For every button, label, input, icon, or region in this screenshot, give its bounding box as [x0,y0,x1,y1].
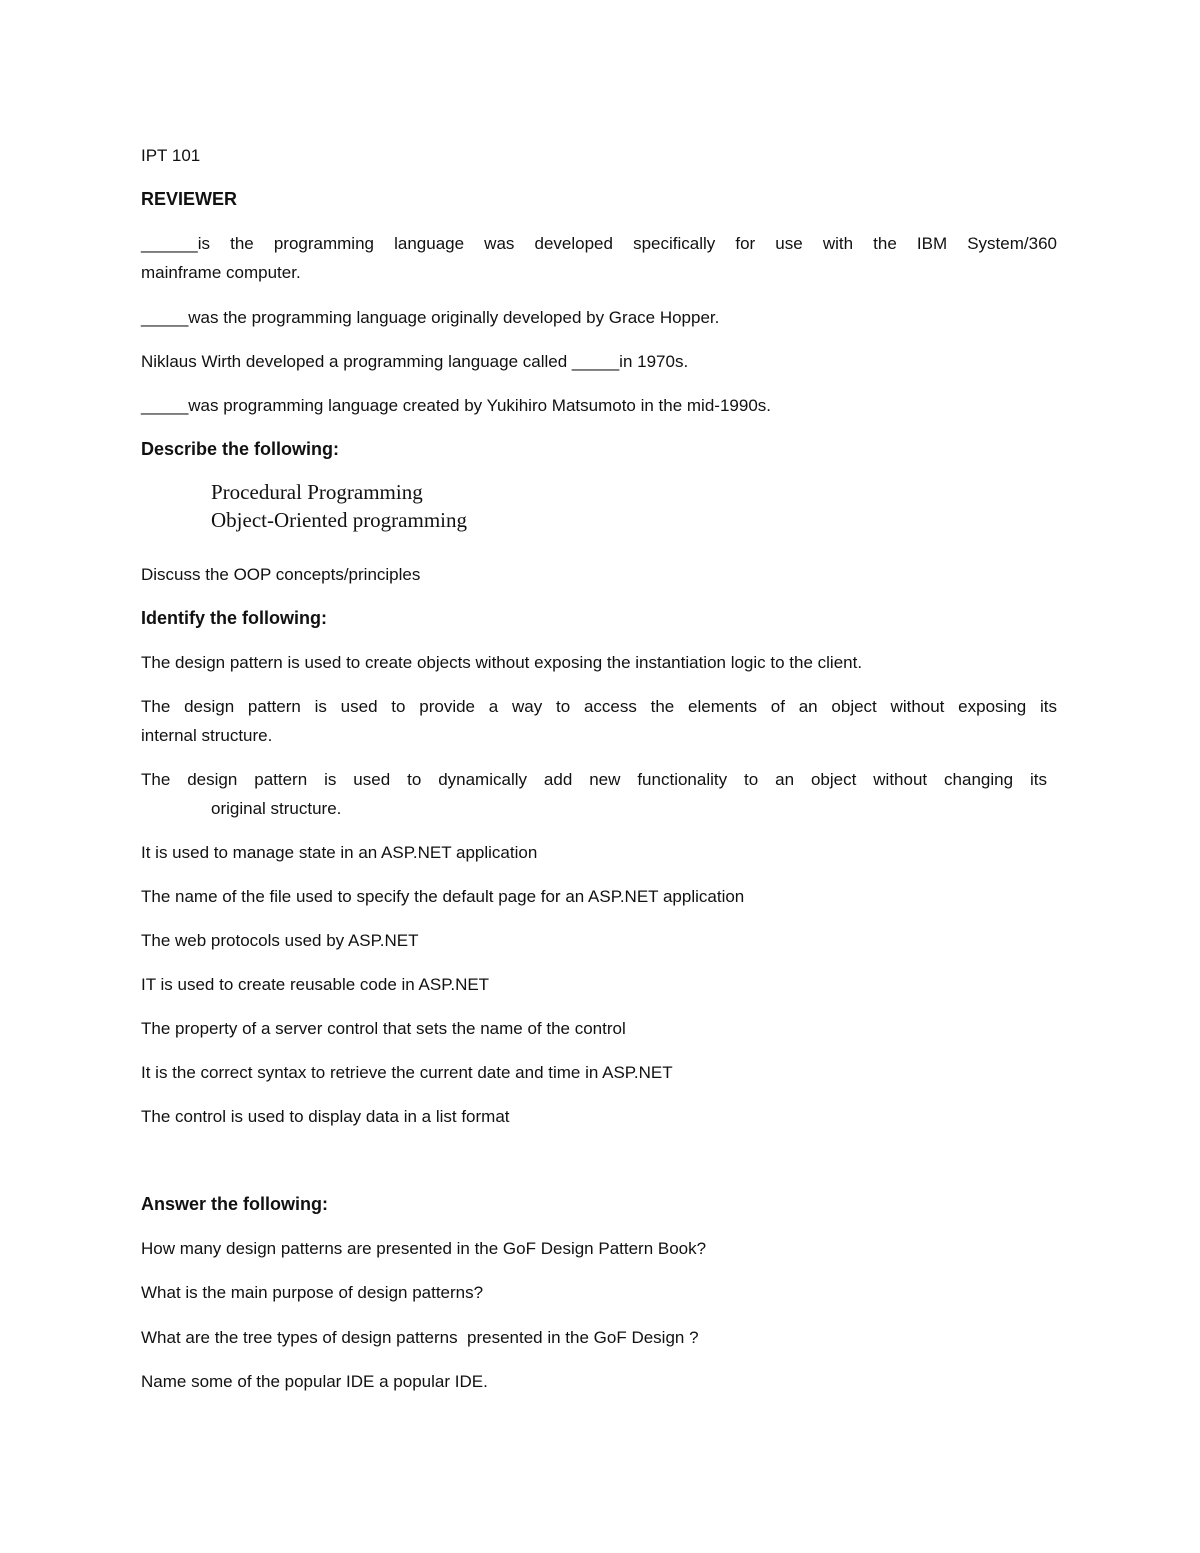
answer-item-1: How many design patterns are presented in the GoF Design Pattern Book? [141,1239,707,1258]
fill-in-question-1-line-1: ______is the programming language was developed specifically for use with the IBM System/360 [141,234,1057,253]
fill-in-question-4: _____was programming language created by Yukihiro Matsumoto in the mid-1990s. [141,396,771,415]
answer-item-4: Name some of the popular IDE a popular IDE. [141,1372,488,1391]
identify-item-9: It is the correct syntax to retrieve the current date and time in ASP.NET [141,1063,673,1082]
identify-heading: Identify the following: [141,608,327,628]
identify-item-3-line-2: original structure. [211,799,342,818]
identify-item-6: The web protocols used by ASP.NET [141,931,419,950]
discuss-prompt: Discuss the OOP concepts/principles [141,565,421,584]
describe-heading: Describe the following: [141,439,340,459]
answer-heading: Answer the following: [141,1194,328,1214]
answer-item-3: What are the tree types of design patterns presented in the GoF Design ? [141,1328,699,1347]
identify-item-3-line-1: The design pattern is used to dynamically add new functionality to an object without changing its [141,770,1047,789]
describe-item-procedural: Procedural Programming [211,480,423,504]
fill-in-question-3: Niklaus Wirth developed a programming language called _____in 1970s. [141,352,689,371]
identify-item-2-line-2: internal structure. [141,726,273,745]
document-title: REVIEWER [141,189,238,209]
course-code: IPT 101 [141,146,201,165]
identify-item-2-line-1: The design pattern is used to provide a way to access the elements of an object without exposing its [141,697,1057,716]
fill-in-question-1-line-2: mainframe computer. [141,263,301,282]
identify-item-5: The name of the file used to specify the default page for an ASP.NET application [141,887,745,906]
identify-item-7: IT is used to create reusable code in ASP.NET [141,975,490,994]
identify-item-10: The control is used to display data in a list format [141,1107,510,1126]
fill-in-question-2: _____was the programming language originally developed by Grace Hopper. [141,308,720,327]
describe-item-oop: Object-Oriented programming [211,508,467,532]
answer-item-2: What is the main purpose of design patterns? [141,1283,484,1302]
identify-item-8: The property of a server control that sets the name of the control [141,1019,626,1038]
identify-item-4: It is used to manage state in an ASP.NET application [141,843,538,862]
identify-item-1: The design pattern is used to create objects without exposing the instantiation logic to the client. [141,653,863,672]
